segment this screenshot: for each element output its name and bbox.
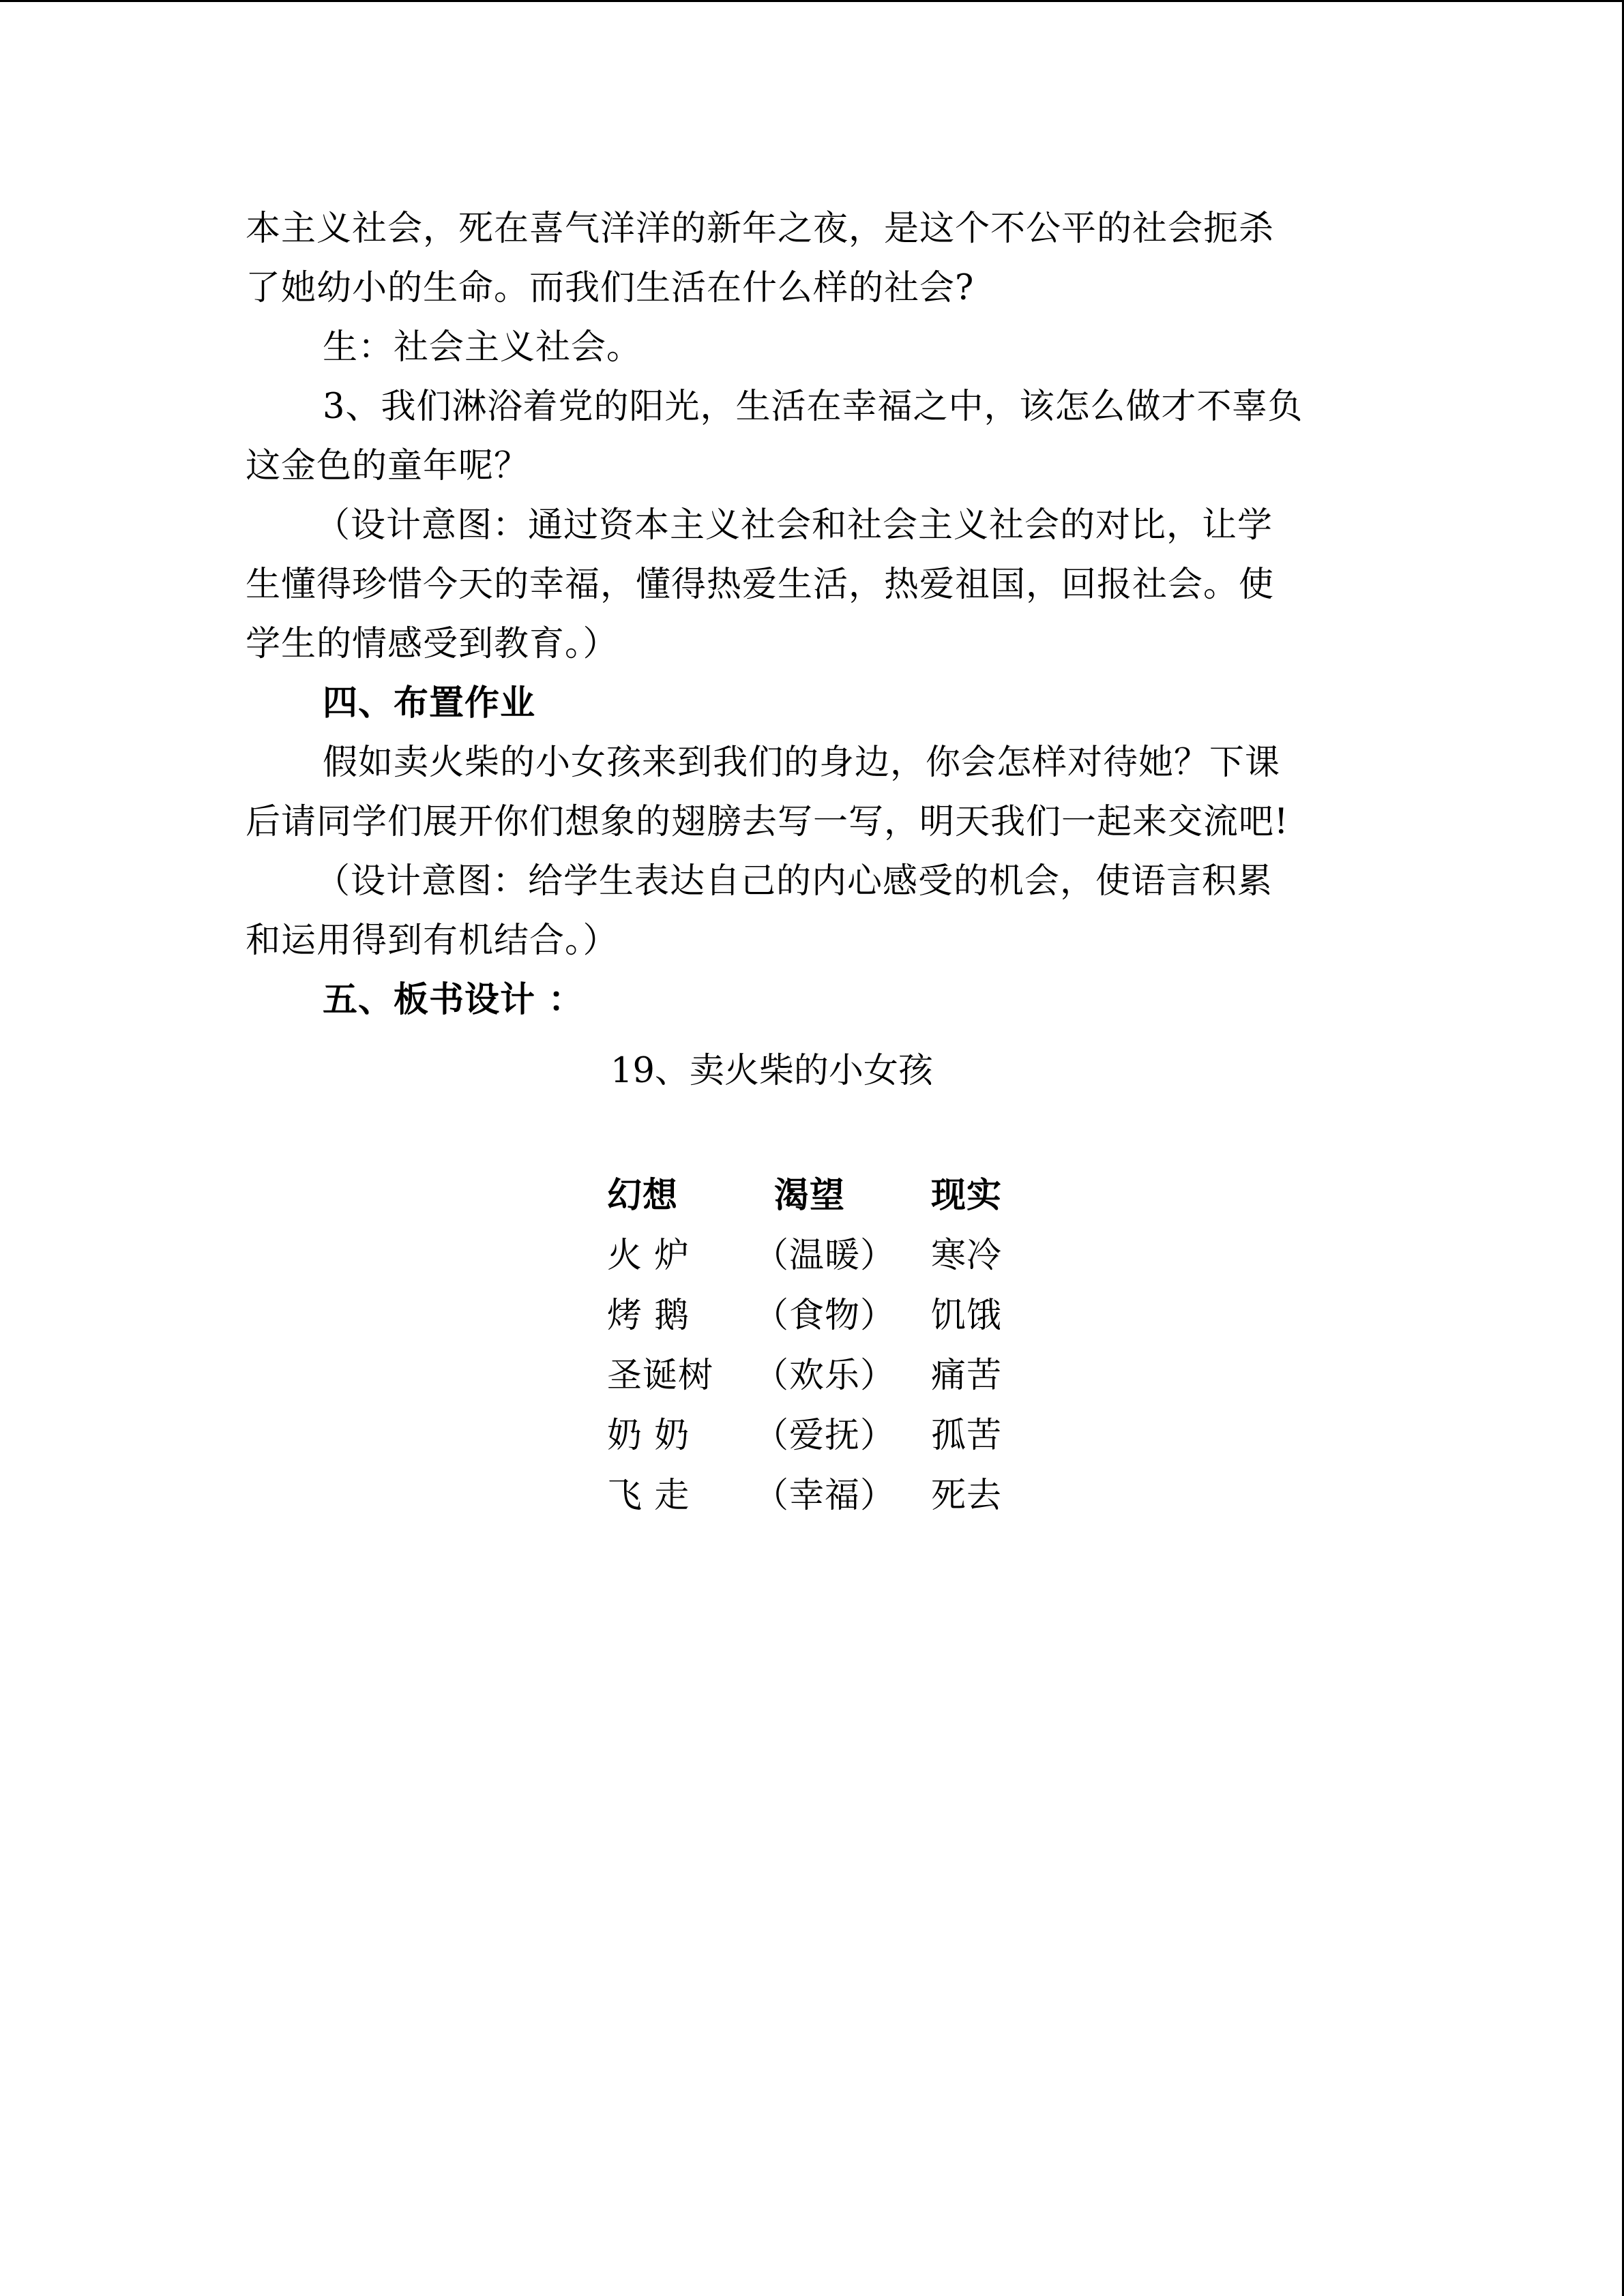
paragraph-line: 这金色的童年呢？ (246, 446, 530, 486)
paragraph-line: 3、我们淋浴着党的阳光，生活在幸福之中，该怎么做才不辜负 (323, 387, 1303, 427)
board-cell-desire: （幸福） (754, 1476, 896, 1516)
design-intent-line: 生懂得珍惜今天的幸福，懂得热爱生活，热爱祖国，回报社会。使 (246, 565, 1275, 605)
board-header-desire: 渴望 (774, 1176, 846, 1216)
board-header-row (607, 1162, 1027, 1222)
board-table (607, 1162, 1027, 1522)
section-heading-board-design: 五、板书设计 ： (323, 980, 584, 1020)
document-body (246, 199, 1378, 1030)
design-intent-line: （设计意图：通过资本主义社会和社会主义社会的对比，让学 (315, 505, 1273, 546)
paragraph-line: 后请同学们展开你们想象的翅膀去写一写，明天我们一起来交流吧! (246, 802, 1289, 842)
paragraph-line: 生：社会主义社会。 (323, 327, 643, 368)
board-header-reality: 现实 (931, 1176, 1003, 1216)
paragraph-line: 了她幼小的生命。而我们生活在什么样的社会? (246, 268, 975, 308)
table-row (607, 1342, 1027, 1402)
board-cell-fantasy: 圣诞树 (607, 1356, 714, 1396)
table-row (607, 1282, 1027, 1342)
board-cell-reality: 死去 (931, 1476, 1003, 1516)
paragraph-line: 假如卖火柴的小女孩来到我们的身边，你会怎样对待她？下课 (323, 743, 1281, 783)
board-cell-desire: （食物） (754, 1296, 896, 1336)
board-cell-fantasy: 飞 走 (607, 1476, 690, 1516)
board-cell-desire: （温暖） (754, 1236, 896, 1276)
board-cell-reality: 饥饿 (931, 1296, 1003, 1336)
table-row (607, 1222, 1027, 1282)
design-intent-line: （设计意图：给学生表达自己的内心感受的机会，使语言积累 (315, 861, 1273, 901)
board-cell-reality: 寒冷 (931, 1236, 1003, 1276)
board-cell-reality: 孤苦 (931, 1416, 1003, 1456)
board-cell-fantasy: 奶 奶 (607, 1416, 690, 1456)
board-cell-desire: （爱抚） (754, 1416, 896, 1456)
paragraph-line: 本主义社会，死在喜气洋洋的新年之夜，是这个不公平的社会扼杀 (246, 209, 1275, 249)
board-cell-desire: （欢乐） (754, 1356, 896, 1396)
table-row (607, 1462, 1027, 1522)
board-cell-reality: 痛苦 (931, 1356, 1003, 1396)
board-title: 19、卖火柴的小女孩 (610, 1051, 933, 1091)
design-intent-line: 学生的情感受到教育。） (246, 624, 619, 664)
board-cell-fantasy: 烤 鹅 (607, 1296, 690, 1336)
board-header-fantasy: 幻想 (607, 1176, 679, 1216)
section-heading-homework: 四、布置作业 (323, 683, 536, 724)
design-intent-line: 和运用得到有机结合。） (246, 921, 619, 961)
board-cell-fantasy: 火 炉 (607, 1236, 690, 1276)
table-row (607, 1402, 1027, 1462)
